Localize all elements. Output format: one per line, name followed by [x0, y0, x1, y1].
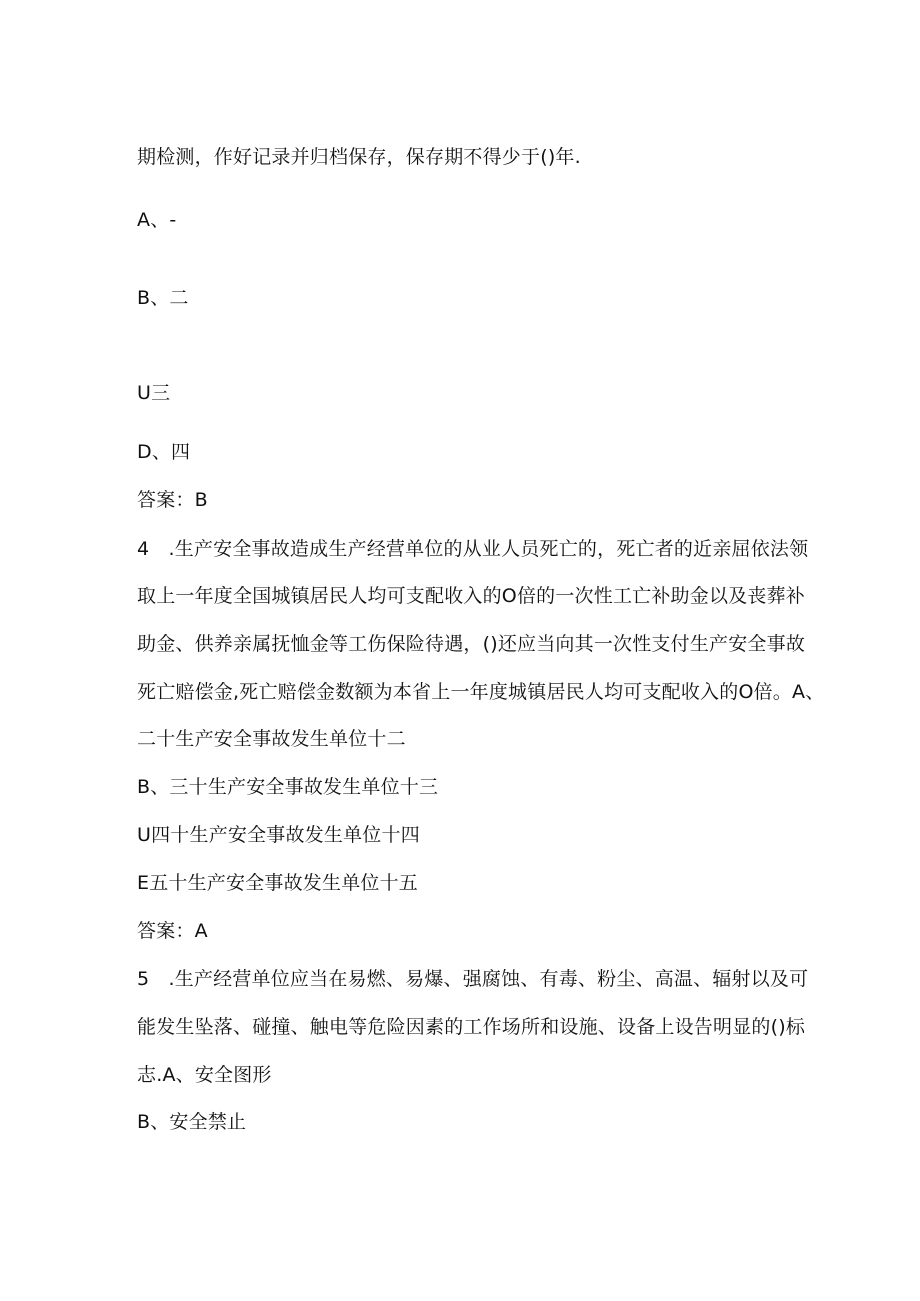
- q4-option-b: B、三十生产安全事故发生单位十三: [137, 776, 439, 798]
- q3-answer: 答案：B: [137, 489, 208, 511]
- q4-option-c: U四十生产安全事故发生单位十四: [137, 824, 420, 846]
- q3-stem-line: 期检测，作好记录并归档保存，保存期不得少于()年.: [137, 146, 581, 168]
- q4-stem-line: 助金、供养亲属抚恤金等工伤保险待遇，()还应当向其一次性支付生产安全事故: [137, 633, 806, 655]
- q5-stem-line: 能发生坠落、碰撞、触电等危险因素的工作场所和设施、设备上设告明显的()标: [137, 1016, 806, 1038]
- q4-answer: 答案：A: [137, 920, 208, 942]
- q3-option-b: B、二: [137, 287, 189, 309]
- q5-stem-line: 志.A、安全图形: [137, 1064, 272, 1086]
- q3-option-a: A、-: [137, 209, 177, 231]
- q4-option-d: E五十生产安全事故发生单位十五: [137, 872, 419, 894]
- q5-stem-line: 5 .生产经营单位应当在易燃、易爆、强腐蚀、有毒、粉尘、高温、辐射以及可: [137, 968, 809, 990]
- q4-stem-line: 4 .生产安全事故造成生产经营单位的从业人员死亡的，死亡者的近亲屈依法领: [137, 538, 809, 560]
- q3-option-c: U三: [137, 382, 171, 404]
- q5-option-b: B、安全禁止: [137, 1111, 247, 1133]
- q4-stem-line: 二十生产安全事故发生单位十二: [137, 728, 406, 750]
- q4-stem-line: 取上一年度全国城镇居民人均可支配收入的O倍的一次性工亡补助金以及丧葬补: [137, 585, 805, 607]
- q3-option-d: D、四: [137, 441, 191, 463]
- q4-stem-line: 死亡赔偿金,死亡赔偿金数额为本省上一年度城镇居民人均可支配收入的O倍。A、: [137, 681, 825, 703]
